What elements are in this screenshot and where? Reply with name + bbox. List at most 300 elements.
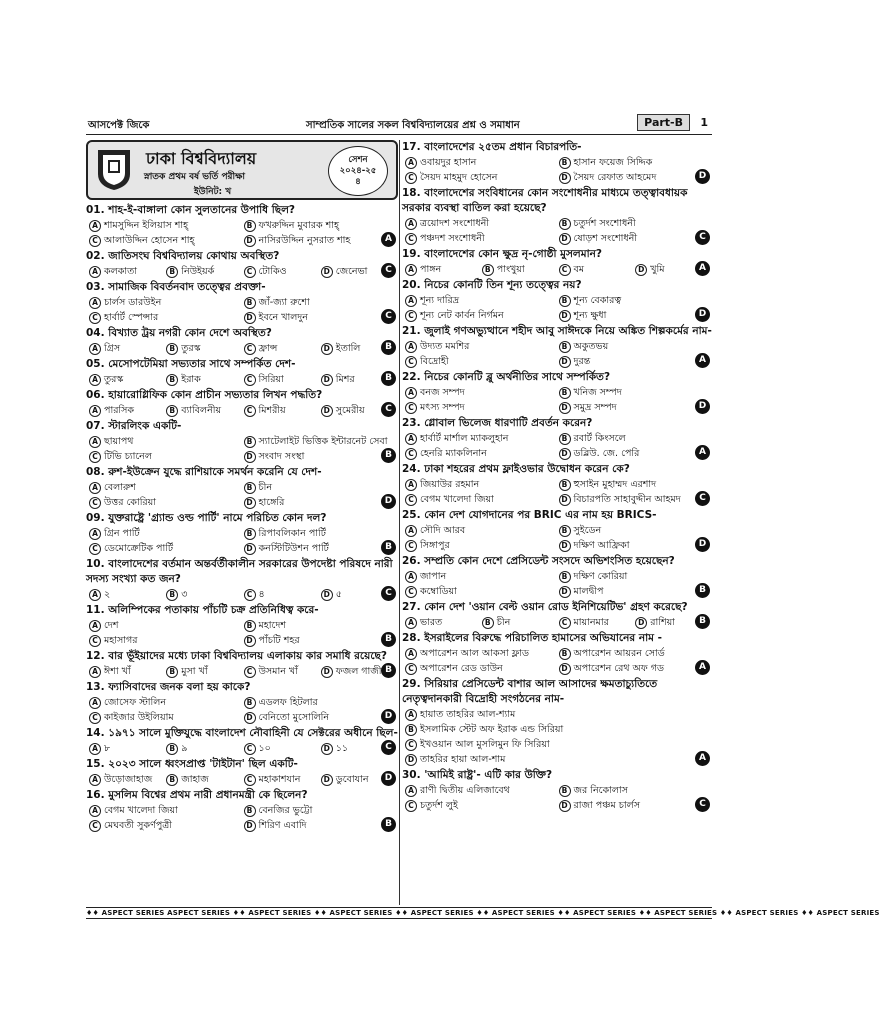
correct-answer-badge: C xyxy=(381,740,396,755)
answer-option xyxy=(559,798,713,813)
correct-answer-badge: C xyxy=(695,797,710,812)
page-header xyxy=(86,115,712,135)
option-text: ডব্লিউ. জে. পেরি xyxy=(573,448,640,459)
option-text: হার্বার্ট মার্শাল ম্যাকলুহান xyxy=(420,433,509,444)
option-text: স্যাটেলাইট ভিত্তিক ইন্টারনেট সেবা xyxy=(258,436,388,447)
option-text: গ্রিন পার্টি xyxy=(104,528,140,539)
option-letter-icon: A xyxy=(405,479,417,491)
option-letter-icon: A xyxy=(89,620,101,632)
option-letter-icon: C xyxy=(89,543,101,555)
answer-option xyxy=(166,372,243,387)
option-letter-icon: B xyxy=(166,374,178,386)
question-text: 14. ১৯৭১ সালে মুক্তিযুদ্ধে বাংলাদেশ নৌবাহিনী যে সেক্টরের অধীনে ছিল- xyxy=(86,727,398,739)
question-text: 11. অলিম্পিকের পতাকায় পাঁচটি চক্র প্রতিনিধিত্ব করে- xyxy=(86,604,319,616)
option-letter-icon: A xyxy=(405,341,417,353)
answer-option xyxy=(559,308,713,323)
option-letter-icon: D xyxy=(244,635,256,647)
option-text: টোকিও xyxy=(258,266,287,277)
question-item xyxy=(86,726,398,756)
option-text: পঞ্চদশ সংশোধনী xyxy=(420,233,485,244)
option-text: ৯ xyxy=(181,743,188,754)
answer-option xyxy=(405,293,559,308)
option-letter-icon: D xyxy=(244,235,256,247)
option-letter-icon: B xyxy=(559,648,571,660)
option-text: চীন xyxy=(496,617,511,628)
option-text: কাইজার উইলিয়াম xyxy=(104,712,174,723)
option-letter-icon: D xyxy=(321,405,333,417)
university-banner xyxy=(86,140,398,200)
answer-option xyxy=(559,477,713,492)
banner-subtitle: স্নাতক প্রথম বর্ষ ভর্তি পরীক্ষা xyxy=(144,172,245,182)
option-letter-icon: C xyxy=(405,233,417,245)
option-text: নিউইয়র্ক xyxy=(181,266,215,277)
option-text: ত্রয়োদশ সংশোধনী xyxy=(420,218,490,229)
option-text: শূন্য নেট কার্বন নির্গমন xyxy=(420,310,504,321)
option-letter-icon: B xyxy=(244,697,256,709)
banner-title: ঢাকা বিশ্ববিদ্যালয় xyxy=(146,149,257,168)
option-letter-icon: B xyxy=(559,479,571,491)
option-text: তাহরির হায়া আল-শাম xyxy=(420,754,506,765)
option-text: সিরিয়া xyxy=(258,374,284,385)
option-letter-icon: C xyxy=(559,617,571,629)
option-text: ইবনে খালদুন xyxy=(258,312,308,323)
option-text: ১১ xyxy=(335,743,349,754)
option-letter-icon: D xyxy=(321,743,333,755)
option-letter-icon: D xyxy=(559,494,571,506)
question-item xyxy=(402,247,712,277)
option-letter-icon: D xyxy=(244,543,256,555)
answer-option xyxy=(405,646,559,661)
option-text: বেগম খালেদা জিয়া xyxy=(420,494,494,505)
page-footer: ♦♦ ASPECT SERIES ASPECT SERIES ♦♦ ASPECT SERIES ♦♦ ASPECT SERIES ♦♦ ASPECT SERIES ♦♦ ASPECT SERIES ♦♦ ASPECT SERIES ♦♦ ASPECT SERIES ♦♦ ASPECT SERIES ♦♦ ASPECT SERIES xyxy=(86,909,880,917)
option-list xyxy=(86,480,398,510)
option-list xyxy=(86,618,398,648)
answer-option xyxy=(89,449,244,464)
option-letter-icon: B xyxy=(559,157,571,169)
answer-option xyxy=(559,492,713,507)
correct-answer-badge: B xyxy=(695,614,710,629)
option-letter-icon: B xyxy=(482,617,494,629)
option-letter-icon: D xyxy=(321,774,333,786)
option-text: সৈয়দ রেফাত আহমেদ xyxy=(573,172,657,183)
option-letter-icon: C xyxy=(559,264,571,276)
answer-option xyxy=(405,339,559,354)
option-letter-icon: C xyxy=(405,586,417,598)
question-text: 01. শাহ-ই-বাঙ্গালা কোন সুলতানের উপাধি ছিল? xyxy=(86,204,295,216)
question-text: 16. মুসলিম বিশ্বের প্রথম নারী প্রধানমন্ত্রী কে ছিলেন? xyxy=(86,789,308,801)
option-text: ৫ xyxy=(335,589,342,600)
option-text: সুইডেন xyxy=(573,525,602,536)
option-text: ফজল গাজী xyxy=(335,666,382,677)
option-letter-icon: B xyxy=(244,220,256,232)
option-letter-icon: B xyxy=(166,343,178,355)
column-divider xyxy=(399,140,400,905)
option-letter-icon: B xyxy=(166,266,178,278)
option-text: হার্বার্ট স্পেন্সার xyxy=(104,312,159,323)
question-text: 30. 'আমিই রাষ্ট্র'- এটি কার উক্তি? xyxy=(402,769,553,781)
correct-answer-badge: C xyxy=(381,309,396,324)
option-text: শূন্য ক্ষুধা xyxy=(573,310,607,321)
answer-option xyxy=(244,495,399,510)
question-text: 24. ঢাকা শহরের প্রথম ফ্লাইওভার উদ্বোধন করেন কে? xyxy=(402,463,630,475)
option-text: ইতালি xyxy=(335,343,361,354)
answer-option xyxy=(405,584,559,599)
option-text: মহাসাগর xyxy=(104,635,138,646)
option-letter-icon: B xyxy=(166,666,178,678)
option-letter-icon: A xyxy=(89,220,101,232)
option-text: বিচারপতি সাহাবুদ্দীন আহমদ xyxy=(573,494,681,505)
option-text: অকুতভয় xyxy=(573,341,609,352)
answer-option xyxy=(89,741,166,756)
option-text: ৪ xyxy=(258,589,265,600)
answer-option xyxy=(244,741,321,756)
option-text: ওবায়দুর হাসান xyxy=(420,157,477,168)
answer-option xyxy=(244,341,321,356)
correct-answer-badge: A xyxy=(695,353,710,368)
option-text: সৌদি আরব xyxy=(420,525,466,536)
answer-option xyxy=(559,431,713,446)
option-letter-icon: C xyxy=(89,451,101,463)
option-list xyxy=(402,523,712,553)
answer-option xyxy=(559,354,713,369)
option-letter-icon: D xyxy=(559,448,571,460)
answer-option xyxy=(244,526,399,541)
option-text: বেলারুশ xyxy=(104,482,136,493)
option-text: মায়ানমার xyxy=(573,617,609,628)
option-letter-icon: B xyxy=(166,405,178,417)
question-text: 20. নিচের কোনটি তিন শূন্য তত্ত্বের নয়? xyxy=(402,279,582,291)
page-number: 1 xyxy=(700,116,708,129)
question-item xyxy=(402,677,712,767)
option-letter-icon: C xyxy=(89,312,101,324)
question-text: 03. সামাজিক বিবর্তনবাদ তত্ত্বের প্রবক্তা- xyxy=(86,281,266,293)
option-text: ঈশা খাঁ xyxy=(104,666,131,677)
question-item xyxy=(86,557,398,602)
option-letter-icon: B xyxy=(244,436,256,448)
option-letter-icon: C xyxy=(405,800,417,812)
option-letter-icon: D xyxy=(559,356,571,368)
option-text: ৮ xyxy=(104,743,111,754)
answer-option xyxy=(166,264,243,279)
answer-option xyxy=(559,446,713,461)
answer-option xyxy=(89,341,166,356)
option-letter-icon: D xyxy=(321,589,333,601)
answer-option xyxy=(559,262,636,277)
answer-option xyxy=(405,737,712,752)
option-letter-icon: D xyxy=(244,497,256,509)
option-letter-icon: A xyxy=(405,709,417,721)
answer-option xyxy=(482,615,559,630)
answer-option xyxy=(405,722,712,737)
answer-option xyxy=(89,803,244,818)
answer-option xyxy=(166,341,243,356)
option-text: পাঁচটি শহর xyxy=(258,635,300,646)
option-letter-icon: A xyxy=(89,697,101,709)
option-list xyxy=(402,293,712,323)
option-text: ব্যাবিলনীয় xyxy=(181,405,222,416)
question-item xyxy=(86,280,398,325)
answer-option xyxy=(244,310,399,325)
option-list xyxy=(402,339,712,369)
option-letter-icon: A xyxy=(89,589,101,601)
option-text: রিপাবলিকান পার্টি xyxy=(258,528,326,539)
option-letter-icon: C xyxy=(89,635,101,647)
answer-option xyxy=(405,492,559,507)
option-text: রাণী দ্বিতীয় এলিজাবেথ xyxy=(420,785,510,796)
answer-option xyxy=(244,818,399,833)
answer-option xyxy=(405,231,559,246)
option-letter-icon: B xyxy=(405,724,417,736)
option-text: বিদ্রোহী xyxy=(420,356,449,367)
option-list xyxy=(402,569,712,599)
correct-answer-badge: B xyxy=(381,663,396,678)
answer-option xyxy=(405,523,559,538)
option-text: কম্বোডিয়া xyxy=(420,586,457,597)
option-letter-icon: C xyxy=(244,666,256,678)
option-letter-icon: A xyxy=(89,297,101,309)
option-letter-icon: B xyxy=(244,482,256,494)
answer-option xyxy=(405,155,559,170)
correct-answer-badge: C xyxy=(695,491,710,506)
question-text: 25. কোন দেশ যোগদানের পর BRIC এর নাম হয় BRICS- xyxy=(402,509,657,521)
banner-unit: ইউনিট: খ xyxy=(194,187,232,197)
answer-option xyxy=(559,170,713,185)
option-text: জেনেভা xyxy=(335,266,368,277)
option-letter-icon: C xyxy=(244,589,256,601)
answer-option xyxy=(244,710,399,725)
question-text: 23. গ্লোবাল ভিলেজ ধারণাটি প্রবর্তন করেন? xyxy=(402,417,593,429)
option-text: ফখরুদ্দিন মুবারক শাহ্ xyxy=(258,220,339,231)
answer-option xyxy=(482,262,559,277)
answer-option xyxy=(244,449,399,464)
option-list xyxy=(86,264,398,279)
option-letter-icon: D xyxy=(244,312,256,324)
option-text: অপারেশন রেথ অফ গড xyxy=(573,663,664,674)
option-letter-icon: C xyxy=(405,356,417,368)
question-item xyxy=(402,600,712,630)
option-list xyxy=(86,587,398,602)
option-list xyxy=(86,403,398,418)
option-text: ইসলামিক স্টেট অফ ইরাক এন্ড সিরিয়া xyxy=(420,724,564,735)
answer-option xyxy=(89,233,244,248)
option-list xyxy=(86,218,398,248)
option-letter-icon: A xyxy=(405,387,417,399)
option-text: শূন্য দারিদ্র xyxy=(420,295,460,306)
answer-option xyxy=(244,587,321,602)
answer-option xyxy=(405,354,559,369)
question-item xyxy=(402,462,712,507)
option-letter-icon: B xyxy=(559,785,571,797)
correct-answer-badge: B xyxy=(381,817,396,832)
answer-option xyxy=(559,523,713,538)
option-letter-icon: C xyxy=(405,739,417,751)
answer-option xyxy=(405,477,559,492)
correct-answer-badge: D xyxy=(695,307,710,322)
answer-option xyxy=(405,707,712,722)
option-letter-icon: C xyxy=(405,494,417,506)
option-letter-icon: A xyxy=(89,774,101,786)
option-letter-icon: C xyxy=(244,374,256,386)
answer-option xyxy=(89,633,244,648)
answer-option xyxy=(89,772,166,787)
option-letter-icon: A xyxy=(405,264,417,276)
option-text: উসমান খাঁ xyxy=(258,666,298,677)
question-item xyxy=(402,416,712,461)
option-text: মিশরীয় xyxy=(258,405,286,416)
option-list xyxy=(86,295,398,325)
question-text: 29. সিরিয়ার প্রেসিডেন্ট বাশার আল আসাদের ক্ষমতাচ্যুতিতে নেতৃত্বদানকারী বিদ্রোহী সংগঠনের নাম- xyxy=(402,678,658,705)
question-text: 12. বার ভূঁইয়াদের মধ্যে ঢাকা বিশ্ববিদ্যালয় এলাকায় কার সমাধি রয়েছে? xyxy=(86,650,388,662)
option-text: টিভি চ্যানেল xyxy=(104,451,152,462)
correct-answer-badge: D xyxy=(381,771,396,786)
option-text: নাসিরউদ্দিন নুসরাত শাহ xyxy=(258,235,351,246)
question-text: 15. ২০২৩ সালে ধ্বংসপ্রাপ্ত 'টাইটান' ছিল একটি- xyxy=(86,758,298,770)
option-text: কনস্টিটিউশন পার্টি xyxy=(258,543,329,554)
question-item xyxy=(402,768,712,813)
answer-option xyxy=(244,803,399,818)
option-text: মহাকাশযান xyxy=(258,774,301,785)
question-item xyxy=(402,631,712,676)
option-letter-icon: D xyxy=(244,820,256,832)
question-item xyxy=(86,603,398,648)
correct-answer-badge: D xyxy=(381,709,396,724)
option-letter-icon: B xyxy=(559,571,571,583)
question-text: 26. সম্প্রতি কোন দেশে প্রেসিডেন্ট সংসদে অভিশংসিত হয়েছেন? xyxy=(402,555,675,567)
question-item xyxy=(86,326,398,356)
answer-option xyxy=(405,569,559,584)
option-letter-icon: B xyxy=(166,743,178,755)
option-text: ইখওয়ান আল মুসলিমুন ফি সিরিয়া xyxy=(420,739,550,750)
correct-answer-badge: A xyxy=(695,445,710,460)
answer-option xyxy=(559,231,713,246)
option-letter-icon: A xyxy=(405,525,417,537)
option-letter-icon: C xyxy=(89,497,101,509)
correct-answer-badge: C xyxy=(381,263,396,278)
option-letter-icon: D xyxy=(635,617,647,629)
answer-option xyxy=(244,695,399,710)
option-letter-icon: A xyxy=(405,617,417,629)
option-letter-icon: A xyxy=(89,266,101,278)
option-text: জিয়াউর রহমান xyxy=(420,479,480,490)
answer-option xyxy=(405,308,559,323)
question-item xyxy=(86,465,398,510)
option-text: মেঘবতী সুকর্ণপুত্রী xyxy=(104,820,172,831)
option-letter-icon: B xyxy=(559,295,571,307)
question-item xyxy=(86,511,398,556)
option-letter-icon: B xyxy=(166,589,178,601)
correct-answer-badge: C xyxy=(381,586,396,601)
option-text: ৩ xyxy=(181,589,188,600)
option-text: সংবাদ সংস্থা xyxy=(258,451,305,462)
option-letter-icon: B xyxy=(559,525,571,537)
session-label: সেশন xyxy=(348,155,368,165)
option-letter-icon: C xyxy=(405,402,417,414)
answer-option xyxy=(405,798,559,813)
answer-option xyxy=(89,587,166,602)
question-item xyxy=(402,370,712,415)
answer-option xyxy=(244,541,399,556)
answer-option xyxy=(405,661,559,676)
option-text: দেশ xyxy=(104,620,119,631)
option-text: শিরিণ এবাদি xyxy=(258,820,307,831)
option-list xyxy=(86,372,398,387)
option-letter-icon: C xyxy=(405,172,417,184)
session-set: ৪ xyxy=(355,177,361,187)
option-letter-icon: C xyxy=(405,663,417,675)
answer-option xyxy=(89,310,244,325)
question-item xyxy=(86,419,398,464)
correct-answer-badge: D xyxy=(695,537,710,552)
header-title: সাম্প্রতিক সালের সকল বিশ্ববিদ্যালয়ের প্রশ্ন ও সমাধান xyxy=(306,120,520,131)
option-list xyxy=(402,783,712,813)
option-letter-icon: A xyxy=(89,436,101,448)
option-list xyxy=(402,615,712,630)
option-text: এডলফ হিটলার xyxy=(258,697,318,708)
option-text: খনিজ সম্পদ xyxy=(573,387,622,398)
option-text: তুরস্ক xyxy=(104,374,124,385)
question-text: 06. হায়ারোগ্লিফিক কোন প্রাচীন সভ্যতার লিখন পদ্ধতি? xyxy=(86,389,323,401)
option-text: মিশর xyxy=(335,374,355,385)
answer-option xyxy=(559,569,713,584)
answer-option xyxy=(244,295,399,310)
option-text: আলাউদ্দিন হোসেন শাহ্ xyxy=(104,235,195,246)
answer-option xyxy=(244,480,399,495)
option-text: পাঙ্গন xyxy=(420,264,442,275)
question-item xyxy=(402,140,712,185)
answer-option xyxy=(559,216,713,231)
answer-option xyxy=(559,400,713,415)
answer-option xyxy=(244,264,321,279)
option-text: সমুদ্র সম্পদ xyxy=(573,402,617,413)
answer-option xyxy=(405,170,559,185)
answer-option xyxy=(405,615,482,630)
option-letter-icon: C xyxy=(244,743,256,755)
option-text: চতুর্দশ সংশোধনী xyxy=(573,218,636,229)
question-text: 05. মেসোপটেমিয়া সভ্যতার সাথে সম্পর্কিত দেশ- xyxy=(86,358,296,370)
answer-option xyxy=(89,372,166,387)
question-text: 04. বিখ্যাত ট্রয় নগরী কোন দেশে অবস্থিত? xyxy=(86,327,272,339)
option-letter-icon: C xyxy=(89,712,101,724)
correct-answer-badge: D xyxy=(381,494,396,509)
question-text: 27. কোন দেশ 'ওয়ান বেল্ট ওয়ান রোড ইনিশিয়েটিভ' গ্রহণ করেছে? xyxy=(402,601,688,613)
answer-option xyxy=(89,264,166,279)
option-letter-icon: B xyxy=(166,774,178,786)
option-letter-icon: C xyxy=(405,448,417,460)
answer-option xyxy=(405,216,559,231)
answer-option xyxy=(405,783,559,798)
question-text: 09. যুক্তরাষ্ট্রে 'গ্র্যান্ড ওল্ড পার্টি' নামে পরিচিত কোন দল? xyxy=(86,512,327,524)
question-item xyxy=(86,788,398,833)
question-columns xyxy=(86,140,712,905)
answer-option xyxy=(89,495,244,510)
answer-option xyxy=(405,752,712,767)
option-list xyxy=(402,707,712,767)
option-text: ২ xyxy=(104,589,111,600)
option-letter-icon: D xyxy=(321,374,333,386)
correct-answer-badge: A xyxy=(695,751,710,766)
option-letter-icon: B xyxy=(559,341,571,353)
option-text: জাঁ-জ্যা রুশো xyxy=(258,297,310,308)
university-logo-icon xyxy=(94,148,134,192)
answer-option xyxy=(244,633,399,648)
answer-option xyxy=(405,385,559,400)
option-letter-icon: B xyxy=(559,218,571,230)
option-text: বেগম খালেদা জিয়া xyxy=(104,805,178,816)
question-text: 10. বাংলাদেশের বর্তমান অন্তর্বর্তীকালীন সরকারের উপদেষ্টা পরিষদে নারী সদস্য সংখ্যা কত জন? xyxy=(86,558,393,585)
answer-option xyxy=(89,295,244,310)
option-text: মালদ্বীপ xyxy=(573,586,604,597)
option-text: উড়োজাহাজ xyxy=(104,774,153,785)
